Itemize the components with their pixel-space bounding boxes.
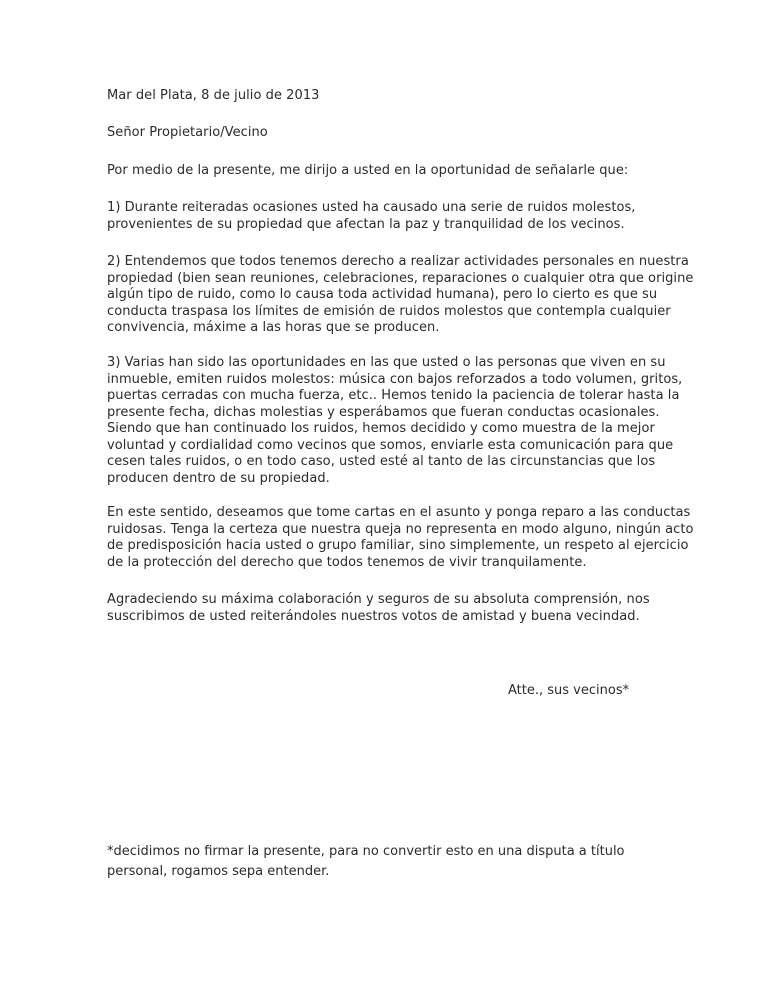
signoff-text: Atte., sus vecinos* [508,683,630,698]
paragraph-line: 1) Durante reiteradas ocasiones usted ha causado una serie de ruidos molestos, [107,200,636,215]
paragraph-line: de la protección del derecho que todos tenemos de vivir tranquilamente. [107,554,587,570]
paragraph-line: inmueble, emiten ruidos molestos: música con bajos reforzados a todo volumen, gritos, [107,371,683,387]
signoff [508,683,629,700]
paragraph-line: Siendo que han continuado los ruidos, hemos decidido y como muestra de la mejor [107,421,655,436]
paragraph-line: En este sentido, deseamos que tome cartas en el asunto y ponga reparo a las conductas [107,505,691,520]
paragraph-2 [107,254,694,337]
paragraph-line: puertas cerradas con mucha fuerza, etc.. Hemos tenido la paciencia de tolerar hasta la [107,388,680,403]
salutation-text: Señor Propietario/Vecino [107,125,268,140]
paragraph-line: presente fecha, dichas molestias y esperábamos que fueran conductas ocasionales. [107,404,660,420]
paragraph-line: 3) Varias han sido las oportunidades en las que usted o las personas que viven en su [107,355,666,370]
paragraph-line: cesen tales ruidos, o en todo caso, usted esté al tanto de las circunstancias que los [107,454,656,469]
paragraph-line: provenientes de su propiedad que afectan la paz y tranquilidad de los vecinos. [107,216,625,232]
paragraph-line: voluntad y cordialidad como vecinos que somos, enviarle esta comunicación para que [107,437,674,453]
date-line [107,88,667,105]
paragraph-3 [107,355,683,487]
paragraph-line: 2) Entendemos que todos tenemos derecho a realizar actividades personales en nuestra [107,254,689,269]
paragraph-line: propiedad (bien sean reuniones, celebraciones, reparaciones o cualquier otra que origine [107,270,694,286]
paragraph-4 [107,505,694,571]
paragraph-line: de predisposición hacia usted o grupo familiar, sino simplemente, un respeto al ejercicio [107,538,689,553]
footnote-line: personal, rogamos sepa entender. [107,864,330,879]
salutation [107,125,667,142]
paragraph-line: producen dentro de su propiedad. [107,470,330,486]
paragraph-line: conducta traspasa los límites de emisión de ruidos molestos que contempla cualquier [107,303,671,319]
paragraph-1 [107,200,667,233]
footnote-line: *decidimos no firmar la presente, para no convertir esto en una disputa a título [107,844,625,859]
footnote [107,842,625,882]
paragraph-line: suscribimos de usted reiterándoles nuestros votos de amistad y buena vecindad. [107,608,640,624]
intro-text: Por medio de la presente, me dirijo a usted en la oportunidad de señalarle que: [107,163,629,178]
closing-paragraph [107,592,667,625]
paragraph-line: ruidosas. Tenga la certeza que nuestra queja no representa en modo alguno, ningún acto [107,521,694,537]
paragraph-line: Agradeciendo su máxima colaboración y seguros de su absoluta comprensión, nos [107,592,650,607]
paragraph-line: convivencia, máxime a las horas que se producen. [107,320,440,335]
paragraph-line: algún tipo de ruido, como lo causa toda actividad humana), pero lo cierto es que su [107,287,658,302]
intro-paragraph [107,163,667,180]
date-text: Mar del Plata, 8 de julio de 2013 [107,88,320,103]
